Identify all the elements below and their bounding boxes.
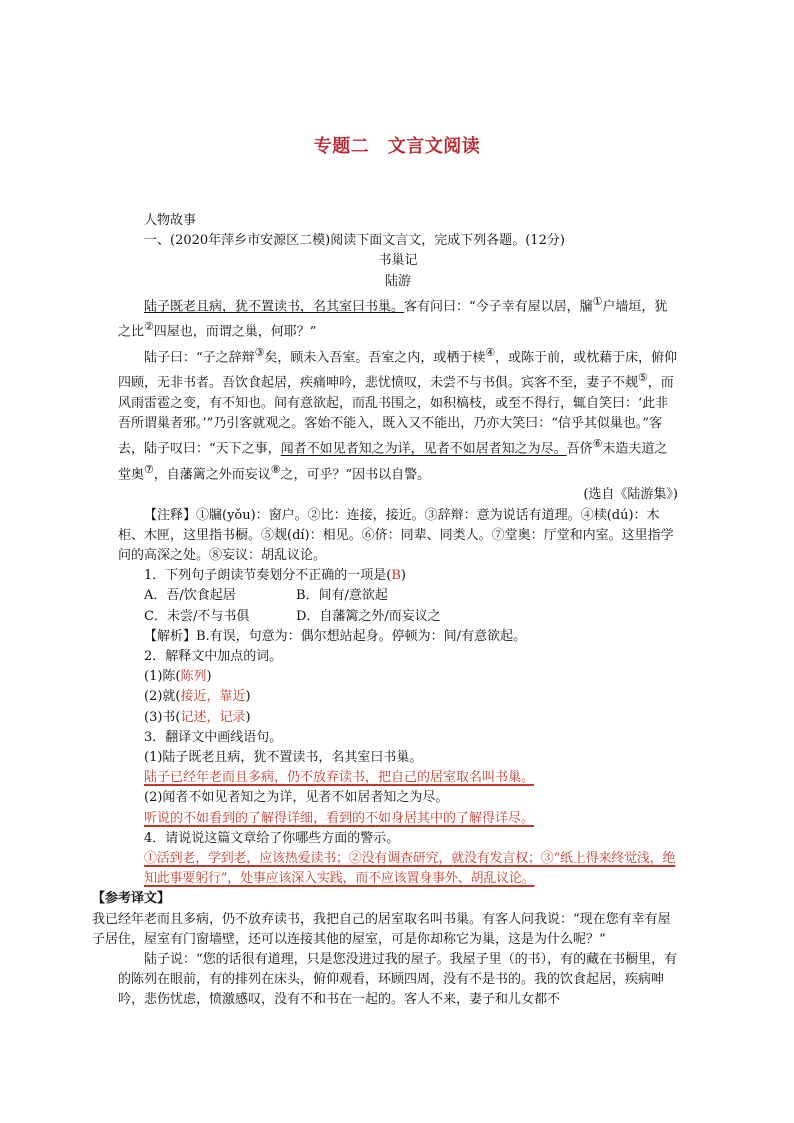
question-2-stem: 2．解释文中加点的词。 (144, 649, 283, 665)
essay-title: 书巢记 (378, 253, 418, 269)
option-d: D．自藩篱之外/而妄议之 (296, 608, 441, 624)
underlined-sentence: 闻者不如见者知之为详，见者不如居者知之为尽。 (280, 441, 567, 457)
note-mark: ⑧ (270, 462, 281, 476)
question-1-options-row-1 (118, 586, 678, 606)
question-2-answer: 记述，记录 (180, 709, 246, 725)
question-intro: 一、(2020年萍乡市安源区二模)阅读下面文言文，完成下列各题。(12分) (144, 233, 565, 249)
question-3-answer-2-line (118, 809, 678, 829)
essay-source: (选自《陆游集》) (583, 487, 678, 503)
question-4-answer: ①活到老，学到老，应该热爱读书；②没有调查研究，就没有发言权；③“纸上得来终觉浅，绝知此事要躬行”，处事应该深入实践，而不应该置身事外、胡乱议论。 (144, 851, 676, 887)
question-2-item: (2)就(接近，靠近) (144, 689, 251, 705)
note-mark: ⑥ (592, 437, 603, 451)
question-3-answer-1: 陆子已经年老而且多病，仍不放弃读书，把自己的居室取名叫书巢。 (144, 770, 535, 786)
question-3-sentence-2: (2)闻者不如见者知之为详，见者不如居者知之为尽。 (144, 790, 449, 806)
question-1-analysis: 【解析】B.有误，句意为：偶尔想站起身。停顿为：间/有意欲起。 (144, 628, 527, 644)
note-mark: ② (144, 320, 154, 334)
note-mark: ⑤ (638, 371, 648, 385)
annotations: 【注释】①牖(yǒu)：窗户。②比：连接，接近。③辞辩：意为说话有道理。④椟(dú)：木柜、木匣，这里指书橱。⑤觌(dí)：相见。⑥侪：同辈、同类人。⑦堂奥：厅堂和内室。这里指学问的高深之处。⑧妄议：胡乱议论。 (118, 507, 674, 564)
essay-paragraph-1: 陆子既老且病，犹不置读书，名其室曰书巢。客有问曰：“今子幸有屋以居，牖①户墙垣，犹之比②四屋也，而谓之巢，何耶？” (118, 294, 668, 340)
note-mark: ④ (485, 345, 496, 359)
question-1-options-row-2 (118, 607, 678, 627)
option-c: C．未尝/不与书俱 (144, 608, 250, 624)
essay-author: 陆游 (384, 273, 411, 289)
reference-paragraph-2: 陆子说：“您的话很有道理，只是您没进过我的屋子。我屋子里（的书），有的藏在书橱里，有的陈列在眼前，有的排列在床头，俯仰观看，环顾四周，没有不是书的。我的饮食起居，疾病呻吟，悲伤忧虑，愤激感叹，没有不和书在一起的。客人不来，妻子和儿女都不 (118, 952, 678, 1008)
question-2-answer: 接近，靠近 (180, 689, 246, 705)
question-2-item: (3)书(记述，记录) (144, 709, 251, 725)
note-mark: ① (592, 294, 603, 308)
question-3-answer-1-line (118, 768, 678, 788)
option-a: A．吾/饮食起居 (144, 588, 236, 604)
page-title: 专题二 文言文阅读 (313, 136, 481, 157)
question-4-answer-line (118, 849, 678, 889)
reference-paragraph-1: 我已经年老而且多病，仍不放弃读书，我把自己的居室取名叫书巢。有客人问我说：“现在您有幸有屋子居住，屋室有门窗墙壁，还可以连接其他的屋室，可是你却称它为巢，这是为什么呢？” (92, 911, 671, 947)
question-1-stem: 1．下列句子朗读节奏划分不正确的一项是(B) (144, 568, 406, 584)
reference-heading: 【参考译文】 (92, 891, 171, 907)
note-mark: ③ (254, 345, 265, 359)
question-2-answer: 陈列 (180, 669, 207, 685)
document-body (92, 211, 678, 1011)
question-3-sentence-1: (1)陆子既老且病，犹不置读书，名其室曰书巢。 (144, 750, 423, 766)
option-b: B．间有/意欲起 (296, 588, 388, 604)
section-heading: 人物故事 (144, 213, 197, 228)
note-mark: ⑦ (144, 462, 154, 476)
question-2-item: (1)陈(陈列) (144, 669, 212, 685)
question-3-stem: 3．翻译文中画线语句。 (144, 729, 283, 745)
underlined-sentence: 陆子既老且病，犹不置读书，名其室曰书巢。 (144, 299, 405, 315)
question-3-answer-2: 听说的不如看到的了解得详细，看到的不如身居其中的了解得详尽。 (144, 810, 535, 826)
essay-paragraph-2: 陆子曰：“子之辞辩③矣，顾未入吾室。吾室之内，或栖于椟④，或陈于前，或枕藉于床，俯仰四顾，无非书者。吾饮食起居，疾痛呻吟，悲忧愤叹，未尝不与书俱。宾客不至，妻子不觌⑤，而风雨雷雹之变，有不知也。间有意欲起，而乱书围之，如积槁枝，或至不得行，辄自笑曰：‘此非吾所谓巢者邪。’”乃引客就观之。客始不能入，既入又不能出，乃亦大笑曰：“信乎其似巢也。”客去，陆子叹曰：“天下之事，闻者不如见者知之为详，见者不如居者知之为尽。吾侪⑥未造夫道之堂奥⑦，自藩篱之外而妄议⑧之，可乎？”因书以自警。 (118, 345, 678, 483)
question-1-answer: B (391, 568, 401, 584)
question-4-stem: 4．请说说这篇文章给了你哪些方面的警示。 (144, 830, 400, 846)
